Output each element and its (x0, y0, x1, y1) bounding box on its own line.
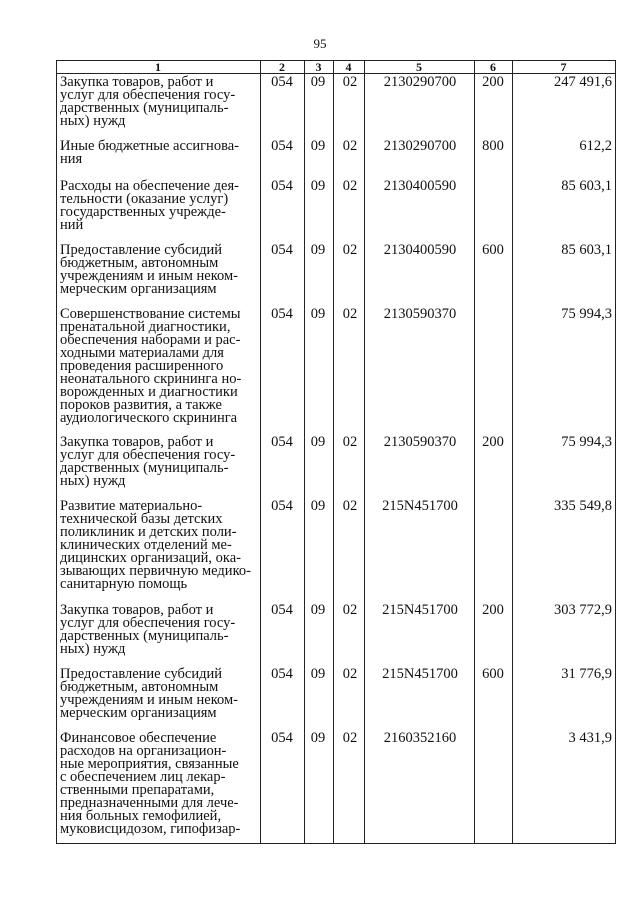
amount: 75 994,3 (561, 306, 612, 322)
section-code: 09 (310, 242, 326, 258)
description-line: предназначенными для лече- (60, 795, 239, 811)
target-article-code: 2130400590 (383, 242, 457, 258)
description-line: Предоставление субсидий (60, 666, 223, 682)
description-line: ных) нужд (60, 641, 126, 657)
ministry-code: 054 (271, 178, 293, 194)
row-description (60, 244, 258, 296)
target-article-code: 215N451700 (382, 498, 458, 514)
target-article-code: 2130590370 (383, 434, 457, 450)
ministry-code: 054 (271, 498, 293, 514)
row-description (60, 732, 258, 836)
ministry-code: 054 (271, 602, 293, 618)
subsection-code: 02 (342, 602, 358, 618)
row-description (60, 308, 258, 425)
description-line: дарственных (муниципаль- (60, 460, 229, 476)
section-code: 09 (310, 74, 326, 90)
ministry-code: 054 (271, 138, 293, 154)
expense-type-code: 200 (482, 602, 504, 618)
description-line: ные мероприятия, связанные (60, 756, 239, 772)
description-line: технической базы детских (60, 511, 223, 527)
subsection-code: 02 (342, 666, 358, 682)
description-line: мерческим организациям (60, 281, 217, 297)
description-line: Совершенствование системы (60, 306, 241, 322)
header-col-4: 4 (345, 60, 352, 74)
amount: 75 994,3 (561, 434, 612, 450)
description-line: дицинских организаций, ока- (60, 550, 241, 566)
description-line: расходов на организацион- (60, 743, 227, 759)
description-line: ных) нужд (60, 473, 126, 489)
subsection-code: 02 (342, 74, 358, 90)
amount: 335 549,8 (554, 498, 612, 514)
description-line: бюджетным, автономным (60, 255, 219, 271)
expense-type-code: 600 (482, 666, 504, 682)
section-code: 09 (310, 138, 326, 154)
ministry-code: 054 (271, 730, 293, 746)
description-line: пороков развития, а также (60, 397, 222, 413)
target-article-code: 2130400590 (383, 178, 457, 194)
description-line: ственными препаратами, (60, 782, 215, 798)
section-code: 09 (310, 602, 326, 618)
ministry-code: 054 (271, 242, 293, 258)
description-line: услуг для обеспечения госу- (60, 447, 236, 463)
section-code: 09 (310, 730, 326, 746)
subsection-code: 02 (342, 138, 358, 154)
section-code: 09 (310, 498, 326, 514)
description-line: Закупка товаров, работ и (60, 74, 214, 90)
description-line: ний (60, 217, 84, 233)
target-article-code: 215N451700 (382, 602, 458, 618)
description-line: ходными материалами для (60, 345, 224, 361)
description-line: Закупка товаров, работ и (60, 434, 214, 450)
header-col-7: 7 (560, 60, 567, 74)
description-line: дарственных (муниципаль- (60, 628, 229, 644)
row-description (60, 140, 258, 166)
expense-type-code: 600 (482, 242, 504, 258)
description-line: ния больных гемофилией, (60, 808, 222, 824)
budget-table (56, 60, 616, 844)
expense-type-code: 200 (482, 434, 504, 450)
description-line: муковисцидозом, гипофизар- (60, 821, 241, 837)
description-line: поликлиник и детских поли- (60, 524, 237, 540)
header-col-1: 1 (155, 60, 161, 74)
description-line: Предоставление субсидий (60, 242, 223, 258)
description-line: обеспечения наборами и рас- (60, 332, 241, 348)
amount: 612,2 (579, 138, 612, 154)
amount: 31 776,9 (561, 666, 612, 682)
ministry-code: 054 (271, 74, 293, 90)
description-line: проведения расширенного (60, 358, 224, 374)
description-line: клинических отделений ме- (60, 537, 232, 553)
amount: 85 603,1 (561, 242, 612, 258)
header-col-3: 3 (315, 60, 322, 74)
section-code: 09 (310, 666, 326, 682)
description-line: санитарную помощь (60, 576, 188, 592)
row-description (60, 604, 258, 656)
description-line: Иные бюджетные ассигнова- (60, 138, 239, 154)
description-line: ных) нужд (60, 113, 126, 129)
ministry-code: 054 (271, 306, 293, 322)
row-description (60, 500, 258, 591)
subsection-code: 02 (342, 498, 358, 514)
ministry-code: 054 (271, 666, 293, 682)
description-line: тельности (оказание услуг) (60, 191, 229, 207)
target-article-code: 215N451700 (382, 666, 458, 682)
target-article-code: 2130290700 (383, 74, 457, 90)
expense-type-code: 800 (482, 138, 504, 154)
amount: 303 772,9 (554, 602, 612, 618)
description-line: Расходы на обеспечение дея- (60, 178, 239, 194)
row-description (60, 436, 258, 488)
subsection-code: 02 (342, 178, 358, 194)
description-line: аудиологического скрининга (60, 410, 238, 426)
description-line: Закупка товаров, работ и (60, 602, 214, 618)
section-code: 09 (310, 306, 326, 322)
subsection-code: 02 (342, 306, 358, 322)
description-line: Развитие материально- (60, 498, 203, 514)
description-line: государственных учрежде- (60, 204, 226, 220)
subsection-code: 02 (342, 434, 358, 450)
description-line: зывающих первичную медико- (60, 563, 251, 579)
subsection-code: 02 (342, 730, 358, 746)
page-number: 95 (313, 36, 327, 51)
description-line: пренатальной диагностики, (60, 319, 231, 335)
section-code: 09 (310, 434, 326, 450)
target-article-code: 2130290700 (383, 138, 457, 154)
target-article-code: 2160352160 (383, 730, 457, 746)
amount: 3 431,9 (568, 730, 612, 746)
description-line: с обеспечением лиц лекар- (60, 769, 226, 785)
expense-type-code: 200 (482, 74, 504, 90)
description-line: неонатального скрининга но- (60, 371, 242, 387)
row-description (60, 668, 258, 720)
target-article-code: 2130590370 (383, 306, 457, 322)
subsection-code: 02 (342, 242, 358, 258)
description-line: ворожденных и диагностики (60, 384, 238, 400)
header-col-6: 6 (490, 60, 496, 74)
amount: 85 603,1 (561, 178, 612, 194)
description-line: дарственных (муниципаль- (60, 100, 229, 116)
ministry-code: 054 (271, 434, 293, 450)
description-line: бюджетным, автономным (60, 679, 219, 695)
description-line: услуг для обеспечения госу- (60, 87, 236, 103)
description-line: учреждениям и иным неком- (60, 268, 238, 284)
description-line: ния (60, 151, 83, 167)
header-col-2: 2 (279, 60, 285, 74)
row-description (60, 180, 258, 232)
description-line: услуг для обеспечения госу- (60, 615, 236, 631)
description-line: учреждениям и иным неком- (60, 692, 238, 708)
description-line: мерческим организациям (60, 705, 217, 721)
amount: 247 491,6 (554, 74, 612, 90)
section-code: 09 (310, 178, 326, 194)
header-col-5: 5 (416, 60, 422, 74)
row-description (60, 76, 258, 128)
description-line: Финансовое обеспечение (60, 730, 217, 746)
